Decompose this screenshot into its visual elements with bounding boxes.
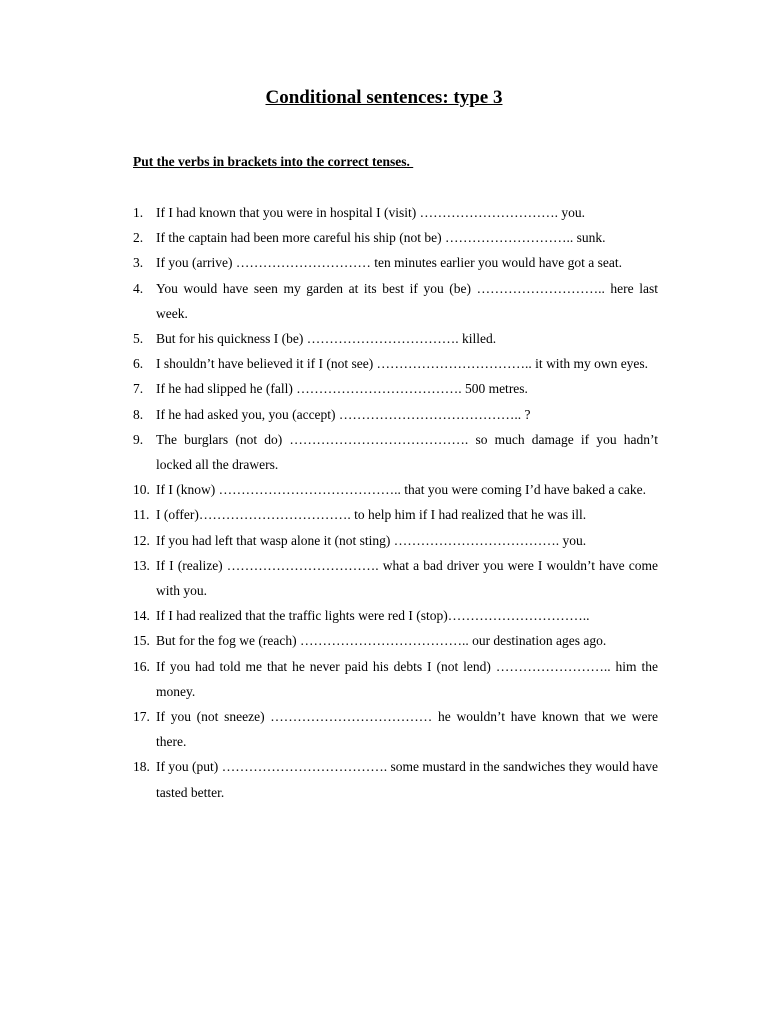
exercise-item (133, 376, 658, 401)
exercise-item (133, 654, 658, 704)
exercise-item (133, 528, 658, 553)
exercise-item (133, 402, 658, 427)
item-text: If he had slipped he (fall) ………………………………. 500 metres. (156, 381, 528, 397)
item-number: 6. (133, 356, 144, 372)
exercise-item (133, 477, 658, 502)
item-text: The burglars (not do) …………………………………. so much damage if you hadn’t locked all the drawers. (156, 431, 658, 473)
item-text: You would have seen my garden at its best if you (be) ……………………….. here last week. (156, 280, 658, 321)
item-number: 17. (133, 709, 150, 725)
item-number: 4. (133, 280, 144, 296)
item-text: But for the fog we (reach) ……………………………….. our destination ages ago. (156, 633, 607, 649)
item-number: 13. (133, 557, 150, 573)
item-number: 8. (133, 406, 144, 422)
item-number: 1. (133, 205, 144, 220)
exercise-item (133, 628, 658, 653)
item-text: If you (not sneeze) ……………………………… he wouldn’t have known that we were there. (156, 709, 658, 750)
exercise-item (133, 704, 658, 754)
item-text: If I (realize) ……………………………. what a bad driver you were I wouldn’t have come with you. (156, 557, 658, 599)
item-number: 18. (133, 759, 150, 775)
item-number: 5. (133, 331, 144, 347)
item-text: If he had asked you, you (accept) ………………………………….. ? (156, 406, 531, 422)
item-number: 14. (133, 608, 150, 624)
item-text: If you (arrive) ………………………… ten minutes earlier you would have got a seat. (156, 255, 623, 271)
item-number: 7. (133, 381, 144, 397)
exercise-item (133, 603, 658, 628)
exercise-item (133, 502, 658, 527)
exercise-item (133, 200, 658, 225)
item-text: If you (put) ………………………………. some mustard in the sandwiches they would have tasted better. (156, 759, 658, 800)
item-number: 9. (133, 431, 144, 447)
item-number: 2. (133, 230, 144, 246)
item-number: 10. (133, 482, 150, 498)
item-text: If I had known that you were in hospital I (visit) …………………………. you. (156, 205, 585, 220)
item-text: I (offer)……………………………. to help him if I had realized that he was ill. (156, 507, 587, 523)
item-number: 3. (133, 255, 144, 271)
exercise-item (133, 553, 658, 603)
item-number: 11. (133, 507, 150, 523)
item-text: If the captain had been more careful his ship (not be) ……………………….. sunk. (156, 230, 606, 246)
item-number: 12. (133, 532, 150, 548)
exercise-item (133, 250, 658, 275)
exercise-item (133, 754, 658, 804)
exercise-item (133, 351, 658, 376)
item-text: I shouldn’t have believed it if I (not see) …………………………….. it with my own eyes. (156, 356, 649, 372)
exercise-item (133, 276, 658, 326)
item-text: If you had told me that he never paid his debts I (not lend) …………………….. him the money. (156, 658, 658, 699)
page-title: Conditional sentences: type 3 (265, 87, 503, 108)
exercise-item (133, 225, 658, 250)
item-text: If you had left that wasp alone it (not sting) ………………………………. you. (156, 532, 587, 548)
item-text: If I had realized that the traffic lights were red I (stop)………………………….. (156, 608, 590, 624)
exercise-list (133, 200, 658, 805)
item-text: But for his quickness I (be) ……………………………. killed. (156, 331, 497, 347)
exercise-item (133, 326, 658, 351)
item-number: 16. (133, 658, 150, 674)
exercise-item (133, 427, 658, 477)
instruction-text: Put the verbs in brackets into the correct tenses. (133, 154, 414, 169)
item-number: 15. (133, 633, 150, 649)
item-text: If I (know) ………………………………….. that you were coming I’d have baked a cake. (156, 482, 646, 498)
